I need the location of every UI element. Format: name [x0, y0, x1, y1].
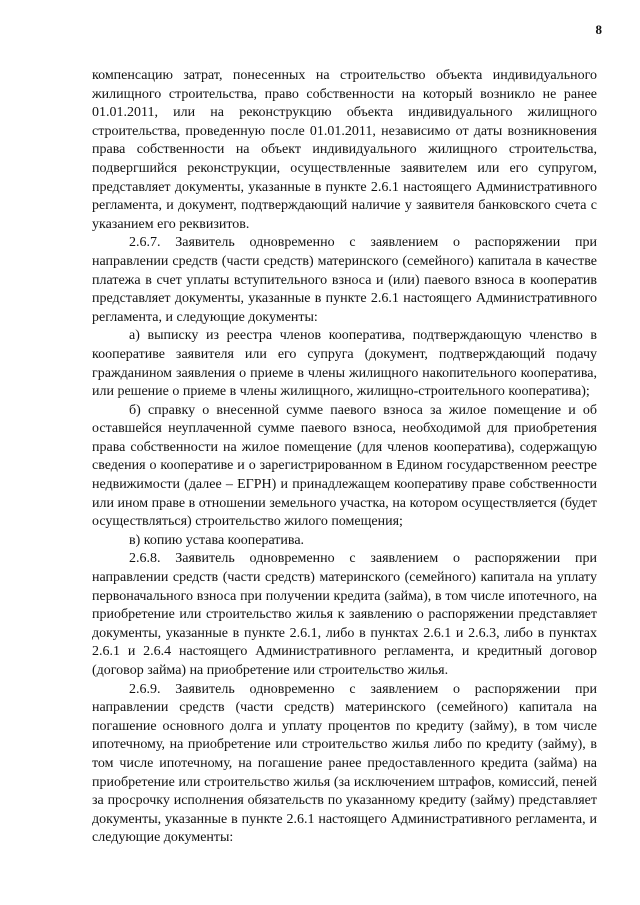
- list-item-b: б) справку о внесенной сумме паевого взноса за жилое помещение и об оставшейся неуплаченной сумме паевого взноса, необходимой для приобретения права собственности на жилое помещение (для членов кооператива), содержащую сведения о кооперативе и о зарегистрированном в Едином государственном реестре недвижимости (далее – ЕГРН) и принадлежащем кооперативу праве собственности или ином праве в отношении земельного участка, на котором осуществляется (будет осуществляться) строительство жилого помещения;: [92, 402, 597, 530]
- paragraph-continuation: компенсацию затрат, понесенных на строительство объекта индивидуального жилищного строительства, право собственности на который возникло не ранее 01.01.2011, или на реконструкцию объекта индивидуального жилищного строительства, проведенную после 01.01.2011, независимо от даты возникновения права собственности на объект индивидуального жилищного строительства, подвергшийся реконструкции, осуществленные заявителем или его супругом, представляет документы, указанные в пункте 2.6.1 настоящего Административного регламента, и документ, подтверждающий наличие у заявителя банковского счета с указанием его реквизитов.: [92, 68, 597, 232]
- document-body: [92, 67, 597, 848]
- paragraph-2-6-8: 2.6.8. Заявитель одновременно с заявлением о распоряжении при направлении средств (части средств) материнского (семейного) капитала на уплату первоначального взноса при получении кредита (займа), в том числе ипотечного, на приобретение или строительство жилья к заявлению о распоряжении представляет документы, указанные в пункте 2.6.1, либо в пунктах 2.6.1 и 2.6.3, либо в пунктах 2.6.1 и 2.6.4 настоящего Административного регламента, и кредитный договор (договор займа) на приобретение или строительство жилья.: [92, 551, 597, 678]
- paragraph-2-6-7: 2.6.7. Заявитель одновременно с заявлением о распоряжении при направлении средств (части средств) материнского (семейного) капитала в качестве платежа в счет уплаты вступительного взноса и (или) паевого взноса в кооператив представляет документы, указанные в пункте 2.6.1 настоящего Административного регламента, и следующие документы:: [92, 235, 597, 325]
- paragraph-2-6-9: 2.6.9. Заявитель одновременно с заявлением о распоряжении при направлении средств (части средств) материнского (семейного) капитала на погашение основного долга и уплату процентов по кредиту (займу), в том числе ипотечному, на приобретение или строительство жилья либо по кредиту (займу), в том числе ипотечному, на погашение ранее предоставленного кредита (займа) на приобретение или строительство жилья (за исключением штрафов, комиссий, пеней за просрочку исполнения обязательств по указанному кредиту (займу) представляет документы, указанные в пункте 2.6.1 настоящего Административного регламента, и следующие документы:: [92, 681, 597, 846]
- page-number: 8: [595, 22, 602, 37]
- list-item-a: а) выписку из реестра членов кооператива, подтверждающую членство в кооперативе заявителя или его супруга (документ, подтверждающий подачу гражданином заявления о приеме в члены жилищного накопительного кооператива, или решение о приеме в члены жилищного, жилищно-строительного кооператива);: [92, 328, 597, 400]
- list-item-v: в) копию устава кооператива.: [129, 532, 305, 548]
